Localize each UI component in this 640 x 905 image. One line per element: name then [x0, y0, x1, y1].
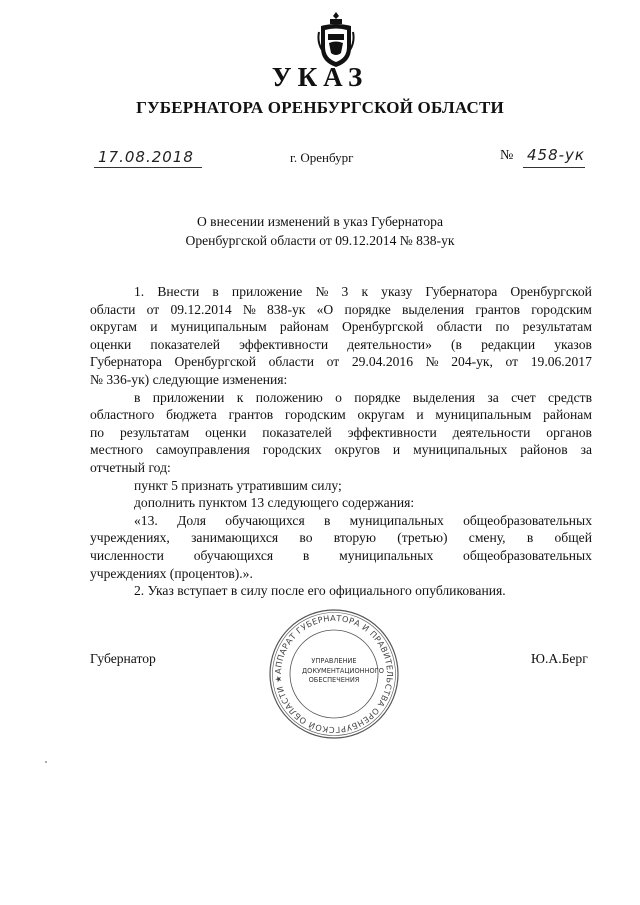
word: Губернатора — [425, 284, 498, 299]
word: и — [150, 319, 158, 335]
paragraph-1-last-line: № 336-ук) следующие изменения: — [90, 371, 288, 387]
word: общеобразовательных — [463, 547, 592, 563]
text-line — [90, 441, 592, 459]
word: округов — [334, 442, 380, 458]
word: в — [526, 530, 534, 546]
paragraph-5-last-line: учреждениях (процентов).». — [90, 565, 253, 581]
word: счет — [511, 389, 536, 405]
word: городских — [262, 442, 322, 458]
signatory-name: Ю.А.Берг — [531, 651, 588, 666]
text-line — [90, 336, 592, 354]
word: «13. — [134, 512, 158, 528]
word: 29.04.2016 — [351, 354, 414, 370]
word: муниципальным — [170, 319, 267, 335]
text-line — [90, 406, 592, 424]
heading-line: Оренбургской области от 09.12.2014 № 838-ук — [185, 233, 455, 248]
word: Оренбургской — [510, 284, 592, 299]
document-heading — [0, 212, 640, 250]
word: приложение — [231, 284, 303, 299]
word: бюджета — [166, 407, 217, 423]
number-underline — [523, 167, 585, 168]
word: обучающихся — [225, 512, 305, 528]
text-line — [90, 301, 592, 319]
text-line — [90, 353, 592, 371]
text-line — [90, 318, 592, 336]
word: Оренбургской — [174, 354, 256, 370]
word: по — [90, 424, 105, 440]
word: «О — [316, 301, 334, 317]
word: № — [242, 301, 256, 317]
word: приложении — [152, 389, 225, 405]
word: обучающихся — [193, 547, 274, 563]
word: области — [268, 354, 315, 370]
text-line — [90, 512, 592, 530]
word: районам — [279, 319, 329, 335]
text-line — [90, 424, 592, 442]
word: порядке — [344, 301, 391, 317]
word: грантов — [475, 301, 521, 317]
word: оценки — [205, 424, 247, 440]
word: результатам — [522, 319, 592, 335]
word: (в — [451, 336, 462, 352]
word: 838-ук — [267, 301, 306, 317]
word: результатам — [119, 424, 190, 440]
word: местного — [90, 442, 144, 458]
word: областного — [90, 407, 155, 423]
word: округам — [90, 319, 138, 335]
word: эффективности — [347, 424, 437, 440]
word: от — [505, 354, 519, 370]
heading-line: О внесении изменений в указ Губернатора — [196, 214, 444, 229]
word: Оренбургской — [341, 319, 424, 335]
text-line — [90, 283, 592, 301]
word: Доля — [177, 512, 206, 528]
word: в — [212, 284, 219, 299]
word: 09.12.2014 — [170, 301, 232, 317]
scan-speck — [45, 761, 47, 763]
paragraph-4: дополнить пунктом 13 следующего содержания: — [134, 495, 415, 511]
document-body — [90, 283, 592, 600]
word: редакции — [481, 336, 536, 352]
word: общеобразовательных — [463, 512, 592, 528]
word: порядке — [354, 389, 401, 405]
word: оценки — [90, 336, 132, 352]
text-line — [90, 389, 592, 407]
word: (третью) — [397, 530, 448, 546]
paragraph-2 — [90, 389, 592, 459]
date-underline — [94, 167, 202, 168]
paragraph-5 — [90, 512, 592, 565]
word: области — [436, 319, 483, 335]
city: г. Оренбург — [290, 150, 354, 165]
word: 19.06.2017 — [530, 354, 592, 370]
word: области — [90, 301, 136, 317]
word: районам — [543, 407, 592, 423]
document-title: УКАЗ — [271, 62, 369, 92]
paragraph-2-last-line: отчетный год: — [90, 459, 171, 475]
seal-line: ДОКУМЕНТАЦИОННОГО — [302, 666, 384, 675]
word: положению — [255, 389, 323, 405]
document-subtitle: ГУБЕРНАТОРА ОРЕНБУРГСКОЙ ОБЛАСТИ — [136, 98, 504, 117]
word: округам — [357, 407, 405, 423]
word: № — [315, 284, 329, 299]
word: по — [495, 319, 510, 335]
word: смену, — [468, 530, 506, 546]
seal-line: УПРАВЛЕНИЕ — [311, 657, 357, 665]
word: 1. — [134, 284, 145, 299]
date-handwritten: 17.08.2018 — [98, 148, 194, 166]
word: Внести — [157, 284, 200, 299]
word: муниципальных — [349, 512, 444, 528]
word: муниципальным — [435, 407, 532, 423]
word: к — [236, 389, 244, 405]
word: учреждениях, — [90, 530, 170, 546]
word: и — [392, 442, 401, 458]
word: органов — [546, 424, 592, 440]
seal-inner-text — [302, 657, 384, 686]
text-line — [90, 547, 592, 565]
word: 3 — [341, 284, 349, 299]
word: показателей — [150, 336, 220, 352]
word: от — [146, 301, 160, 317]
coat-of-arms-icon — [317, 12, 355, 68]
word: от — [326, 354, 340, 370]
word: за — [580, 442, 592, 458]
signatory-position: Губернатор — [90, 651, 156, 666]
paragraph-1 — [90, 283, 592, 371]
number-label: № — [500, 148, 514, 163]
number-handwritten: 458-ук — [527, 146, 585, 164]
word: в — [323, 512, 331, 528]
word: средств — [548, 389, 592, 405]
word: Губернатора — [90, 354, 162, 370]
word: показателей — [262, 424, 332, 440]
word: муниципальных — [339, 547, 434, 563]
word: 204-ук, — [451, 354, 493, 370]
word: выделения — [402, 301, 465, 317]
seal-line: ОБЕСПЕЧЕНИЯ — [308, 676, 360, 684]
text-line — [90, 529, 592, 547]
word: общей — [554, 530, 592, 546]
word: к — [361, 284, 369, 299]
word: деятельности» — [347, 336, 432, 352]
word: численности — [90, 547, 164, 563]
word: эффективности — [239, 336, 329, 352]
word: самоуправления — [156, 442, 250, 458]
word: городским — [531, 301, 592, 317]
word: в — [302, 547, 310, 563]
word: и — [416, 407, 424, 423]
word: вторую — [333, 530, 376, 546]
word: занимающихся — [191, 530, 279, 546]
word: районов — [520, 442, 568, 458]
word: деятельности — [452, 424, 531, 440]
word: выделения — [412, 389, 476, 405]
word: в — [134, 389, 141, 405]
paragraph-3: пункт 5 признать утратившим силу; — [134, 477, 342, 493]
word: во — [299, 530, 313, 546]
word: за — [487, 389, 499, 405]
seal-ring-text: АППАРАТ ГУБЕРНАТОРА И ПРАВИТЕЛЬСТВА ОРЕНБУРГСКОЙ ОБЛАСТИ ★ — [272, 612, 396, 736]
paragraph-6: 2. Указ вступает в силу после его официального опубликования. — [134, 583, 506, 599]
word: муниципальных — [413, 442, 508, 458]
word: указу — [381, 284, 413, 299]
word: городским — [285, 407, 346, 423]
word: указов — [554, 336, 592, 352]
word: грантов — [228, 407, 274, 423]
word: о — [335, 389, 342, 405]
word: № — [425, 354, 439, 370]
